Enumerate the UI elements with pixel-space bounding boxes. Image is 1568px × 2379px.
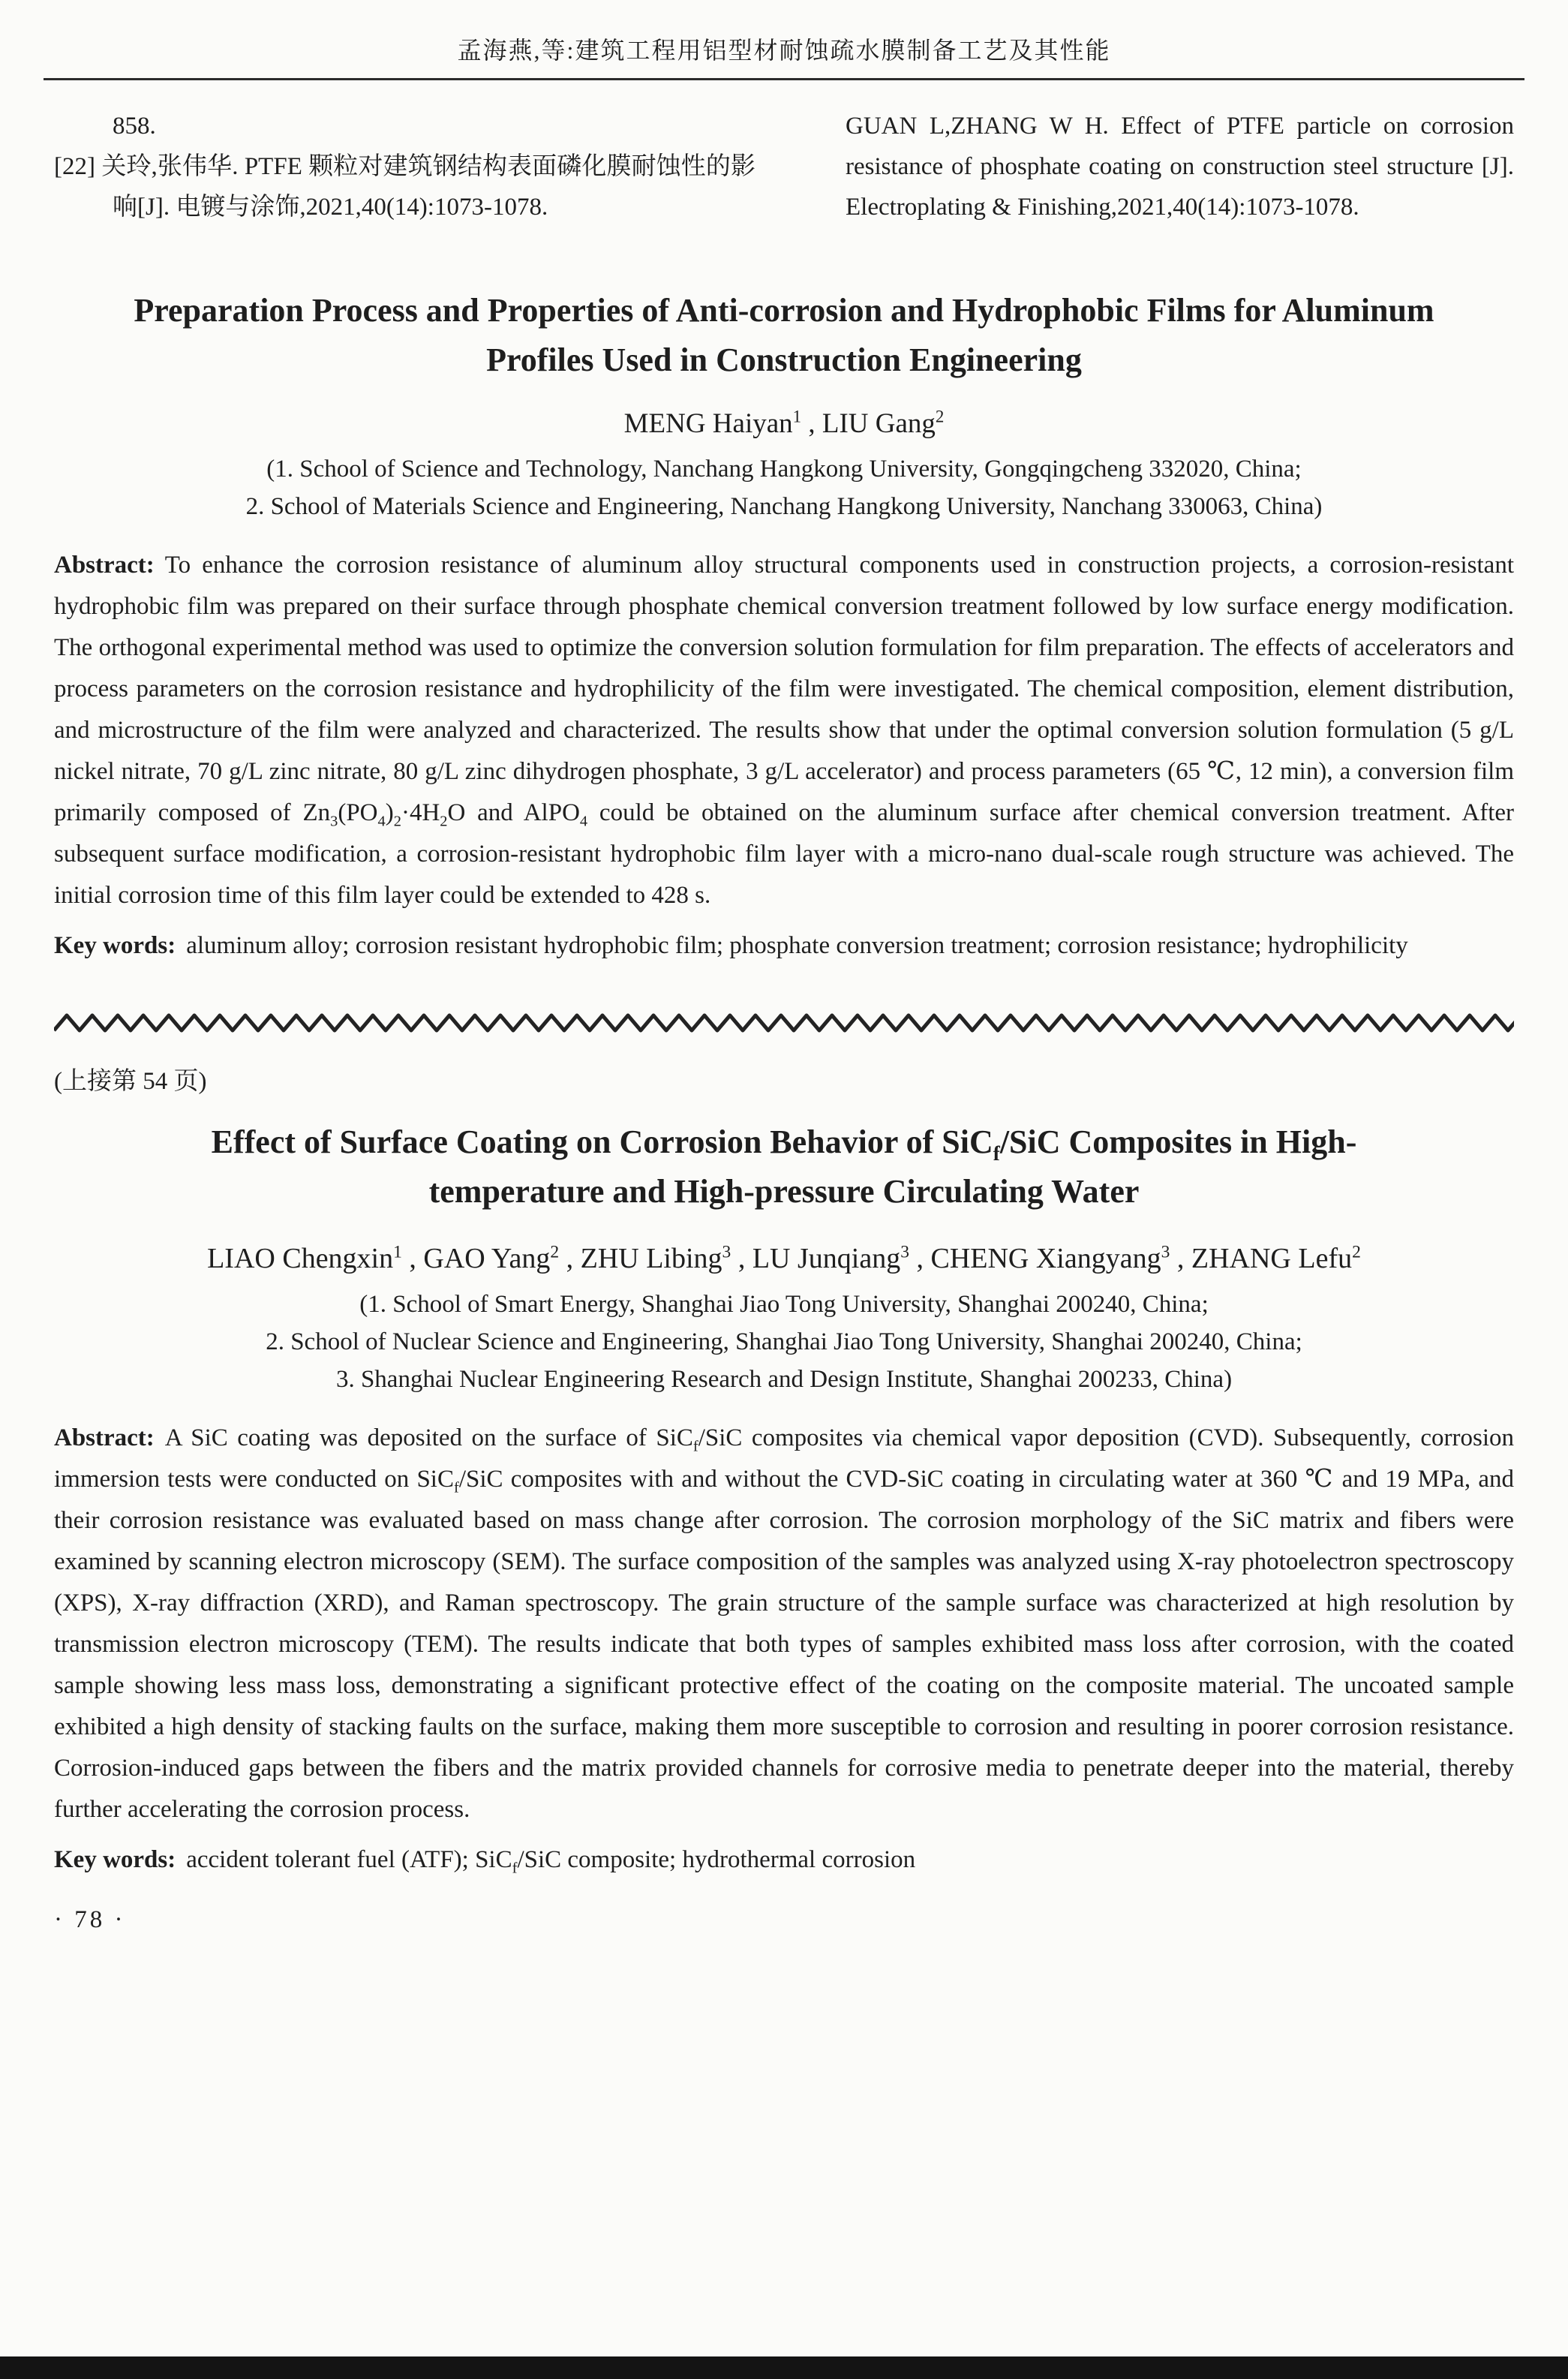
reference-item-22-zh: [22] 关玲,张伟华. PTFE 颗粒对建筑钢结构表面磷化膜耐蚀性的影响[J]. 电镀与涂饰,2021,40(14):1073-1078. (54, 153, 755, 221)
article-2 (54, 1117, 1514, 1881)
references-section (54, 106, 1514, 227)
scan-bottom-edge (0, 2356, 1568, 2379)
article2-keywords-text: accident tolerant fuel (ATF); SiC$_f$/SiC composite; hydrothermal corrosion (186, 1846, 916, 1877)
article2-title: Effect of Surface Coating on Corrosion Behavior of SiC$_f$/SiC Composites in High-temperature and High-pressure Circulating Water (211, 1123, 1357, 1210)
article1-affiliations (54, 450, 1514, 525)
article1-abstract (54, 545, 1514, 916)
article2-authors: LIAO Chengxin$^1$ , GAO Yang$^2$ , ZHU Libing$^3$ , LU Junqiang$^3$ , CHENG Xiangyang$^3$ , ZHANG Lefu$^2$ (207, 1242, 1361, 1274)
page-footer (54, 1906, 1514, 1934)
article2-affiliation-3: 3. Shanghai Nuclear Engineering Research and Design Institute, Shanghai 200233, China) (335, 1366, 1233, 1393)
references-right-column (846, 106, 1514, 227)
article1-keywords-label: Key words: (54, 932, 176, 959)
article-1 (54, 286, 1514, 967)
header-rule (44, 78, 1524, 80)
article2-affiliations (54, 1286, 1514, 1398)
article1-abstract-label: Abstract: (54, 552, 155, 579)
article2-abstract-label: Abstract: (54, 1424, 155, 1451)
article2-affiliation-2: 2. School of Nuclear Science and Engineering, Shanghai Jiao Tong University, Shanghai 200240, China; (266, 1328, 1302, 1355)
article1-affiliation-1: (1. School of Science and Technology, Nanchang Hangkong University, Gongqingcheng 332020, China; (266, 456, 1302, 483)
reference-item-22-en: GUAN L,ZHANG W H. Effect of PTFE particle on corrosion resistance of phosphate coating on construction steel structure [J]. Electroplating & Finishing,2021,40(14):1073-1078. (846, 113, 1514, 221)
article1-abstract-text: To enhance the corrosion resistance of aluminum alloy structural components used in construction projects, a corrosion-resistant hydrophobic film was prepared on their surface through phosphate chemical conversion treatment followed by low surface energy modification. The orthogonal experimental method was used to optimize the conversion solution formulation for film preparation. The effects of accelerators and process parameters on the corrosion resistance and hydrophilicity of the film were investigated. The chemical composition, element distribution, and microstructure of the film were analyzed and characterized. The results show that under the optimal conversion solution formulation (5 g/L nickel nitrate, 70 g/L zinc nitrate, 80 g/L zinc dihydrogen phosphate, 3 g/L accelerator) and process parameters (65 ℃, 12 min), a conversion film primarily composed of $Zn_3(PO_4)_2\cdot 4H_2O$ and AlPO$_4$ could be obtained on the aluminum surface after chemical conversion treatment. After subsequent surface modification, a corrosion-resistant hydrophobic film layer with a micro-nano dual-scale rough structure was achieved. The initial corrosion time of this film layer could be extended to 428 s. (54, 552, 1515, 909)
article2-keywords-label: Key words: (54, 1846, 176, 1873)
reference-continuation-line: 858. (113, 113, 156, 140)
article2-abstract (54, 1418, 1514, 1830)
references-left-column (54, 106, 755, 227)
page-header (54, 32, 1514, 80)
continuation-note: (上接第 54 页) (54, 1068, 207, 1095)
article2-affiliation-1: (1. School of Smart Energy, Shanghai Jiao Tong University, Shanghai 200240, China; (359, 1291, 1209, 1318)
article2-keywords (54, 1839, 1514, 1881)
article2-abstract-text: A SiC coating was deposited on the surface of SiC$_f$/SiC composites via chemical vapor deposition (CVD). Subsequently, corrosion immersion tests were conducted on SiC$_f$/SiC composites with and without the CVD-SiC coating in circulating water at 360 ℃ and 19 MPa, and their corrosion resistance was evaluated based on mass change after corrosion. The corrosion morphology of the SiC matrix and fibers were examined by scanning electron microscopy (SEM). The surface composition of the samples was analyzed using X-ray photoelectron spectroscopy (XPS), X-ray diffraction (XRD), and Raman spectroscopy. The grain structure of the sample surface was characterized at high resolution by transmission electron microscopy (TEM). The results indicate that both types of samples exhibited mass loss after corrosion, with the coated sample showing less mass loss, demonstrating a significant protective effect of the coating on the composite material. The uncoated sample exhibited a high density of stacking faults on the surface, making them more susceptible to corrosion and resulting in poorer corrosion resistance. Corrosion-induced gaps between the fibers and the matrix provided channels for corrosive media to penetrate deeper into the material, thereby further accelerating the corrosion process. (54, 1424, 1515, 1823)
running-head: 孟海燕,等:建筑工程用铝型材耐蚀疏水膜制备工艺及其性能 (457, 37, 1111, 64)
article1-keywords (54, 925, 1514, 967)
article1-keywords-text: aluminum alloy; corrosion resistant hydrophobic film; phosphate conversion treatment; corrosion resistance; hydrophilicity (186, 932, 1408, 959)
wave-divider-path (54, 1015, 1514, 1030)
article1-affiliation-2: 2. School of Materials Science and Engineering, Nanchang Hangkong University, Nanchang 330063, China) (245, 493, 1323, 520)
page-number: · 78 · (54, 1906, 126, 1933)
article1-title: Preparation Process and Properties of Anti-corrosion and Hydrophobic Films for Aluminum Profiles Used in Construction Engineering (134, 292, 1434, 378)
wave-divider-svg (54, 1010, 1514, 1036)
wave-divider (54, 1010, 1514, 1036)
article1-authors: MENG Haiyan$^1$ , LIU Gang$^2$ (623, 407, 945, 439)
